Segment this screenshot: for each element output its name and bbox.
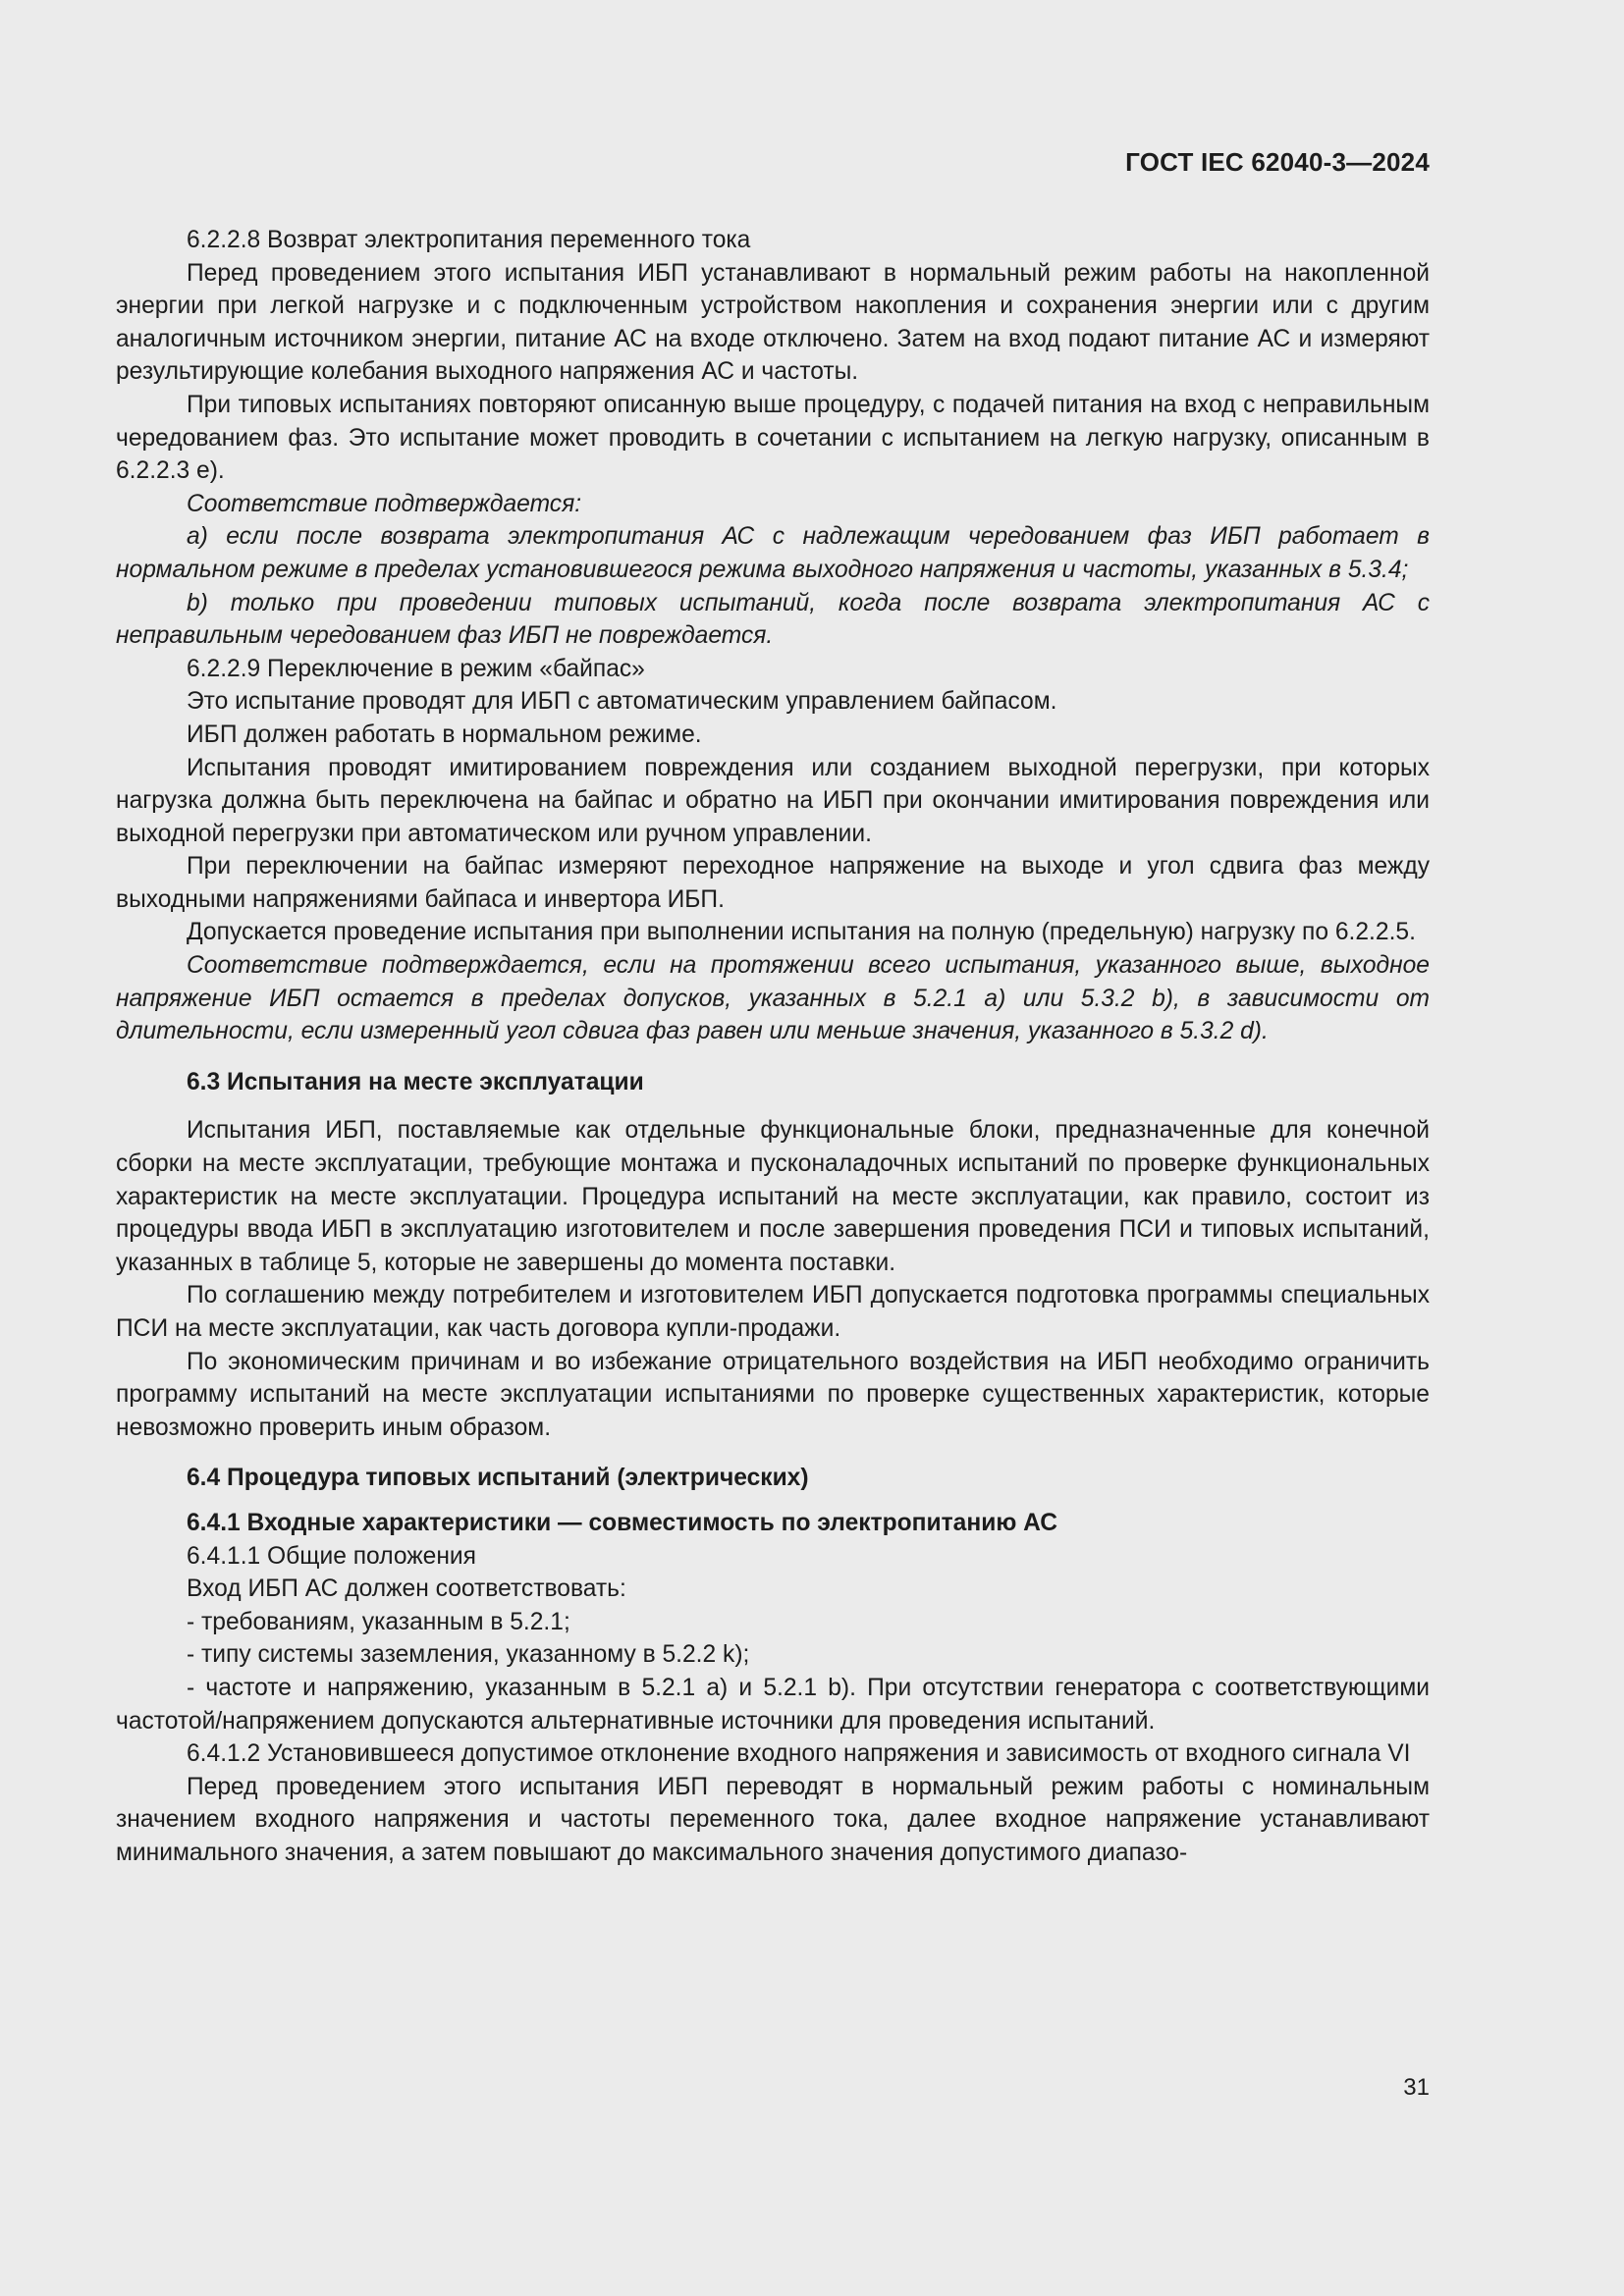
paragraph: Допускается проведение испытания при выполнении испытания на полную (предельную) нагрузку по 6.2.2.5.	[187, 919, 1416, 946]
paragraph: Перед проведением этого испытания ИБП переводят в нормальный режим работы с номинальным значением входного напряжения и частоты переменного тока, далее входное напряжение устанавливают минимального значения, а затем повышают до максимального значения допустимого диапазо-	[116, 1773, 1430, 1866]
section-6-4-1-heading: 6.4.1 Входные характеристики — совместимость по электропитанию АС	[187, 1509, 1058, 1536]
compliance-statement: Соответствие подтверждается, если на протяжении всего испытания, указанного выше, выходное напряжение ИБП остается в пределах допусков, указанных в 5.2.1 а) или 5.3.2 b), в зависимости от длительности, если измеренный угол сдвига фаз равен или меньше значения, указанного в 5.3.2 d).	[116, 952, 1430, 1045]
list-item: - частоте и напряжению, указанным в 5.2.1 а) и 5.2.1 b). При отсутствии генератора с соответствующими частотой/напряжением допускаются альтернативные источники для проведения испытаний.	[116, 1674, 1430, 1735]
paragraph: ИБП должен работать в нормальном режиме.	[187, 721, 702, 748]
paragraph: Испытания проводят имитированием повреждения или созданием выходной перегрузки, при которых нагрузка должна быть переключена на байпас и обратно на ИБП при окончании имитирования повреждения или выходной перегрузки при автоматическом или ручном управлении.	[116, 754, 1430, 847]
paragraph: Перед проведением этого испытания ИБП устанавливают в нормальный режим работы на накопленной энергии при легкой нагрузке и с подключенным устройством накопления и сохранения энергии или с другим аналогичным источником энергии, питание АС на входе отключено. Затем на вход подают питание АС и измеряют результирующие колебания выходного напряжения АС и частоты.	[116, 259, 1430, 386]
page-number: 31	[1403, 2074, 1430, 2101]
list-item: - типу системы заземления, указанному в 5.2.2 k);	[187, 1641, 750, 1669]
compliance-item-a: а) если после возврата электропитания АС с надлежащим чередованием фаз ИБП работает в нормальном режиме в пределах установившегося режима выходного напряжения и частоты, указанных в 5.3.4;	[116, 523, 1430, 583]
section-6-4-heading: 6.4 Процедура типовых испытаний (электрических)	[187, 1465, 809, 1492]
paragraph: По экономическим причинам и во избежание отрицательного воздействия на ИБП необходимо ограничить программу испытаний на месте эксплуатации испытаниями по проверке существенных характеристик, которые невозможно проверить иным образом.	[116, 1348, 1430, 1441]
clause-6-2-2-9-title: 6.2.2.9 Переключение в режим «байпас»	[187, 655, 645, 682]
clause-6-2-2-8-title: 6.2.2.8 Возврат электропитания переменного тока	[187, 227, 751, 253]
document-body	[116, 224, 1430, 1870]
paragraph: По соглашению между потребителем и изготовителем ИБП допускается подготовка программы специальных ПСИ на месте эксплуатации, как часть договора купли-продажи.	[116, 1282, 1430, 1342]
clause-6-4-1-2-title: 6.4.1.2 Установившееся допустимое отклонение входного напряжения и зависимость от входного сигнала VI	[187, 1740, 1411, 1768]
section-6-3-heading: 6.3 Испытания на месте эксплуатации	[187, 1068, 644, 1095]
list-item: - требованиям, указанным в 5.2.1;	[187, 1608, 570, 1635]
compliance-statement: Соответствие подтверждается:	[187, 490, 582, 517]
compliance-item-b: b) только при проведении типовых испытаний, когда после возврата электропитания АС с неправильным чередованием фаз ИБП не повреждается.	[116, 589, 1430, 650]
clause-6-4-1-1-title: 6.4.1.1 Общие положения	[187, 1542, 476, 1570]
paragraph: Это испытание проводят для ИБП с автоматическим управлением байпасом.	[187, 688, 1057, 716]
paragraph: При переключении на байпас измеряют переходное напряжение на выходе и угол сдвига фаз между выходными напряжениями байпаса и инвертора ИБП.	[116, 853, 1430, 913]
paragraph: Вход ИБП АС должен соответствовать:	[187, 1575, 626, 1603]
document-header: ГОСТ IEC 62040-3—2024	[1125, 147, 1430, 177]
paragraph: При типовых испытаниях повторяют описанную выше процедуру, с подачей питания на вход с неправильным чередованием фаз. Это испытание может проводить в сочетании с испытанием на легкую нагрузку, описанным в 6.2.2.3 е).	[116, 391, 1430, 485]
paragraph: Испытания ИБП, поставляемые как отдельные функциональные блоки, предназначенные для конечной сборки на месте эксплуатации, требующие монтажа и пусконаладочных испытаний по проверке функциональных характеристик на месте эксплуатации. Процедура испытаний на месте эксплуатации, как правило, состоит из процедуры ввода ИБП в эксплуатацию изготовителем и после завершения проведения ПСИ и типовых испытаний, указанных в таблице 5, которые не завершены до момента поставки.	[116, 1117, 1430, 1276]
